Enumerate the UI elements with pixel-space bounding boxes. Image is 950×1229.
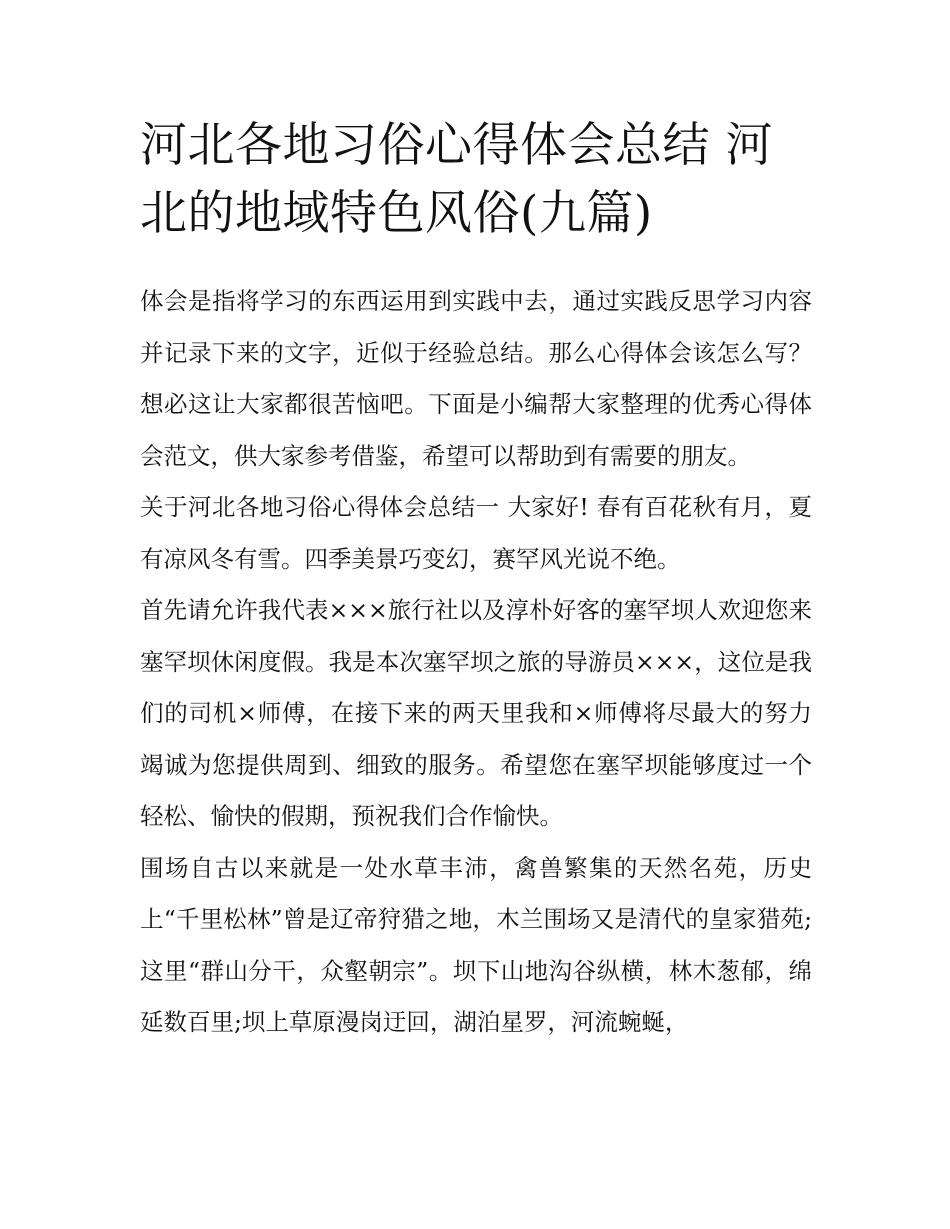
paragraph-intro: 体会是指将学习的东西运用到实践中去，通过实践反思学习内容并记录下来的文字，近似于经验总结。那么心得体会该怎么写？想必这让大家都很苦恼吧。下面是小编帮大家整理的优秀心得体会范文，供大家参考借鉴，希望可以帮助到有需要的朋友。 <box>140 287 812 470</box>
paragraph-welcome: 首先请允许我代表×××旅行社以及淳朴好客的塞罕坝人欢迎您来塞罕坝休闲度假。我是本次塞罕坝之旅的导游员×××，这位是我们的司机×师傅，在接下来的两天里我和×师傅将尽最大的努力竭诚为您提供周到、细致的服务。希望您在塞罕坝能够度过一个轻松、愉快的假期，预祝我们合作愉快。 <box>140 596 812 830</box>
paragraph-greeting: 关于河北各地习俗心得体会总结一 大家好! 春有百花秋有月，夏有凉风冬有雪。四季美景巧变幻，赛罕风光说不绝。 <box>140 493 812 573</box>
document-title: 河北各地习俗心得体会总结 河北的地域特色风俗(九篇) <box>140 118 773 241</box>
document-body <box>140 276 812 1049</box>
paragraph-history: 围场自古以来就是一处水草丰沛，禽兽繁集的天然名苑，历史上“千里松林”曾是辽帝狩猎之地，木兰围场又是清代的皇家猎苑;这里“群山分干，众壑朝宗”。坝下山地沟谷纵横，林木葱郁，绵延数百里;坝上草原漫岗迂回，湖泊星罗，河流蜿蜒， <box>140 853 812 1036</box>
document-content <box>140 112 812 1049</box>
